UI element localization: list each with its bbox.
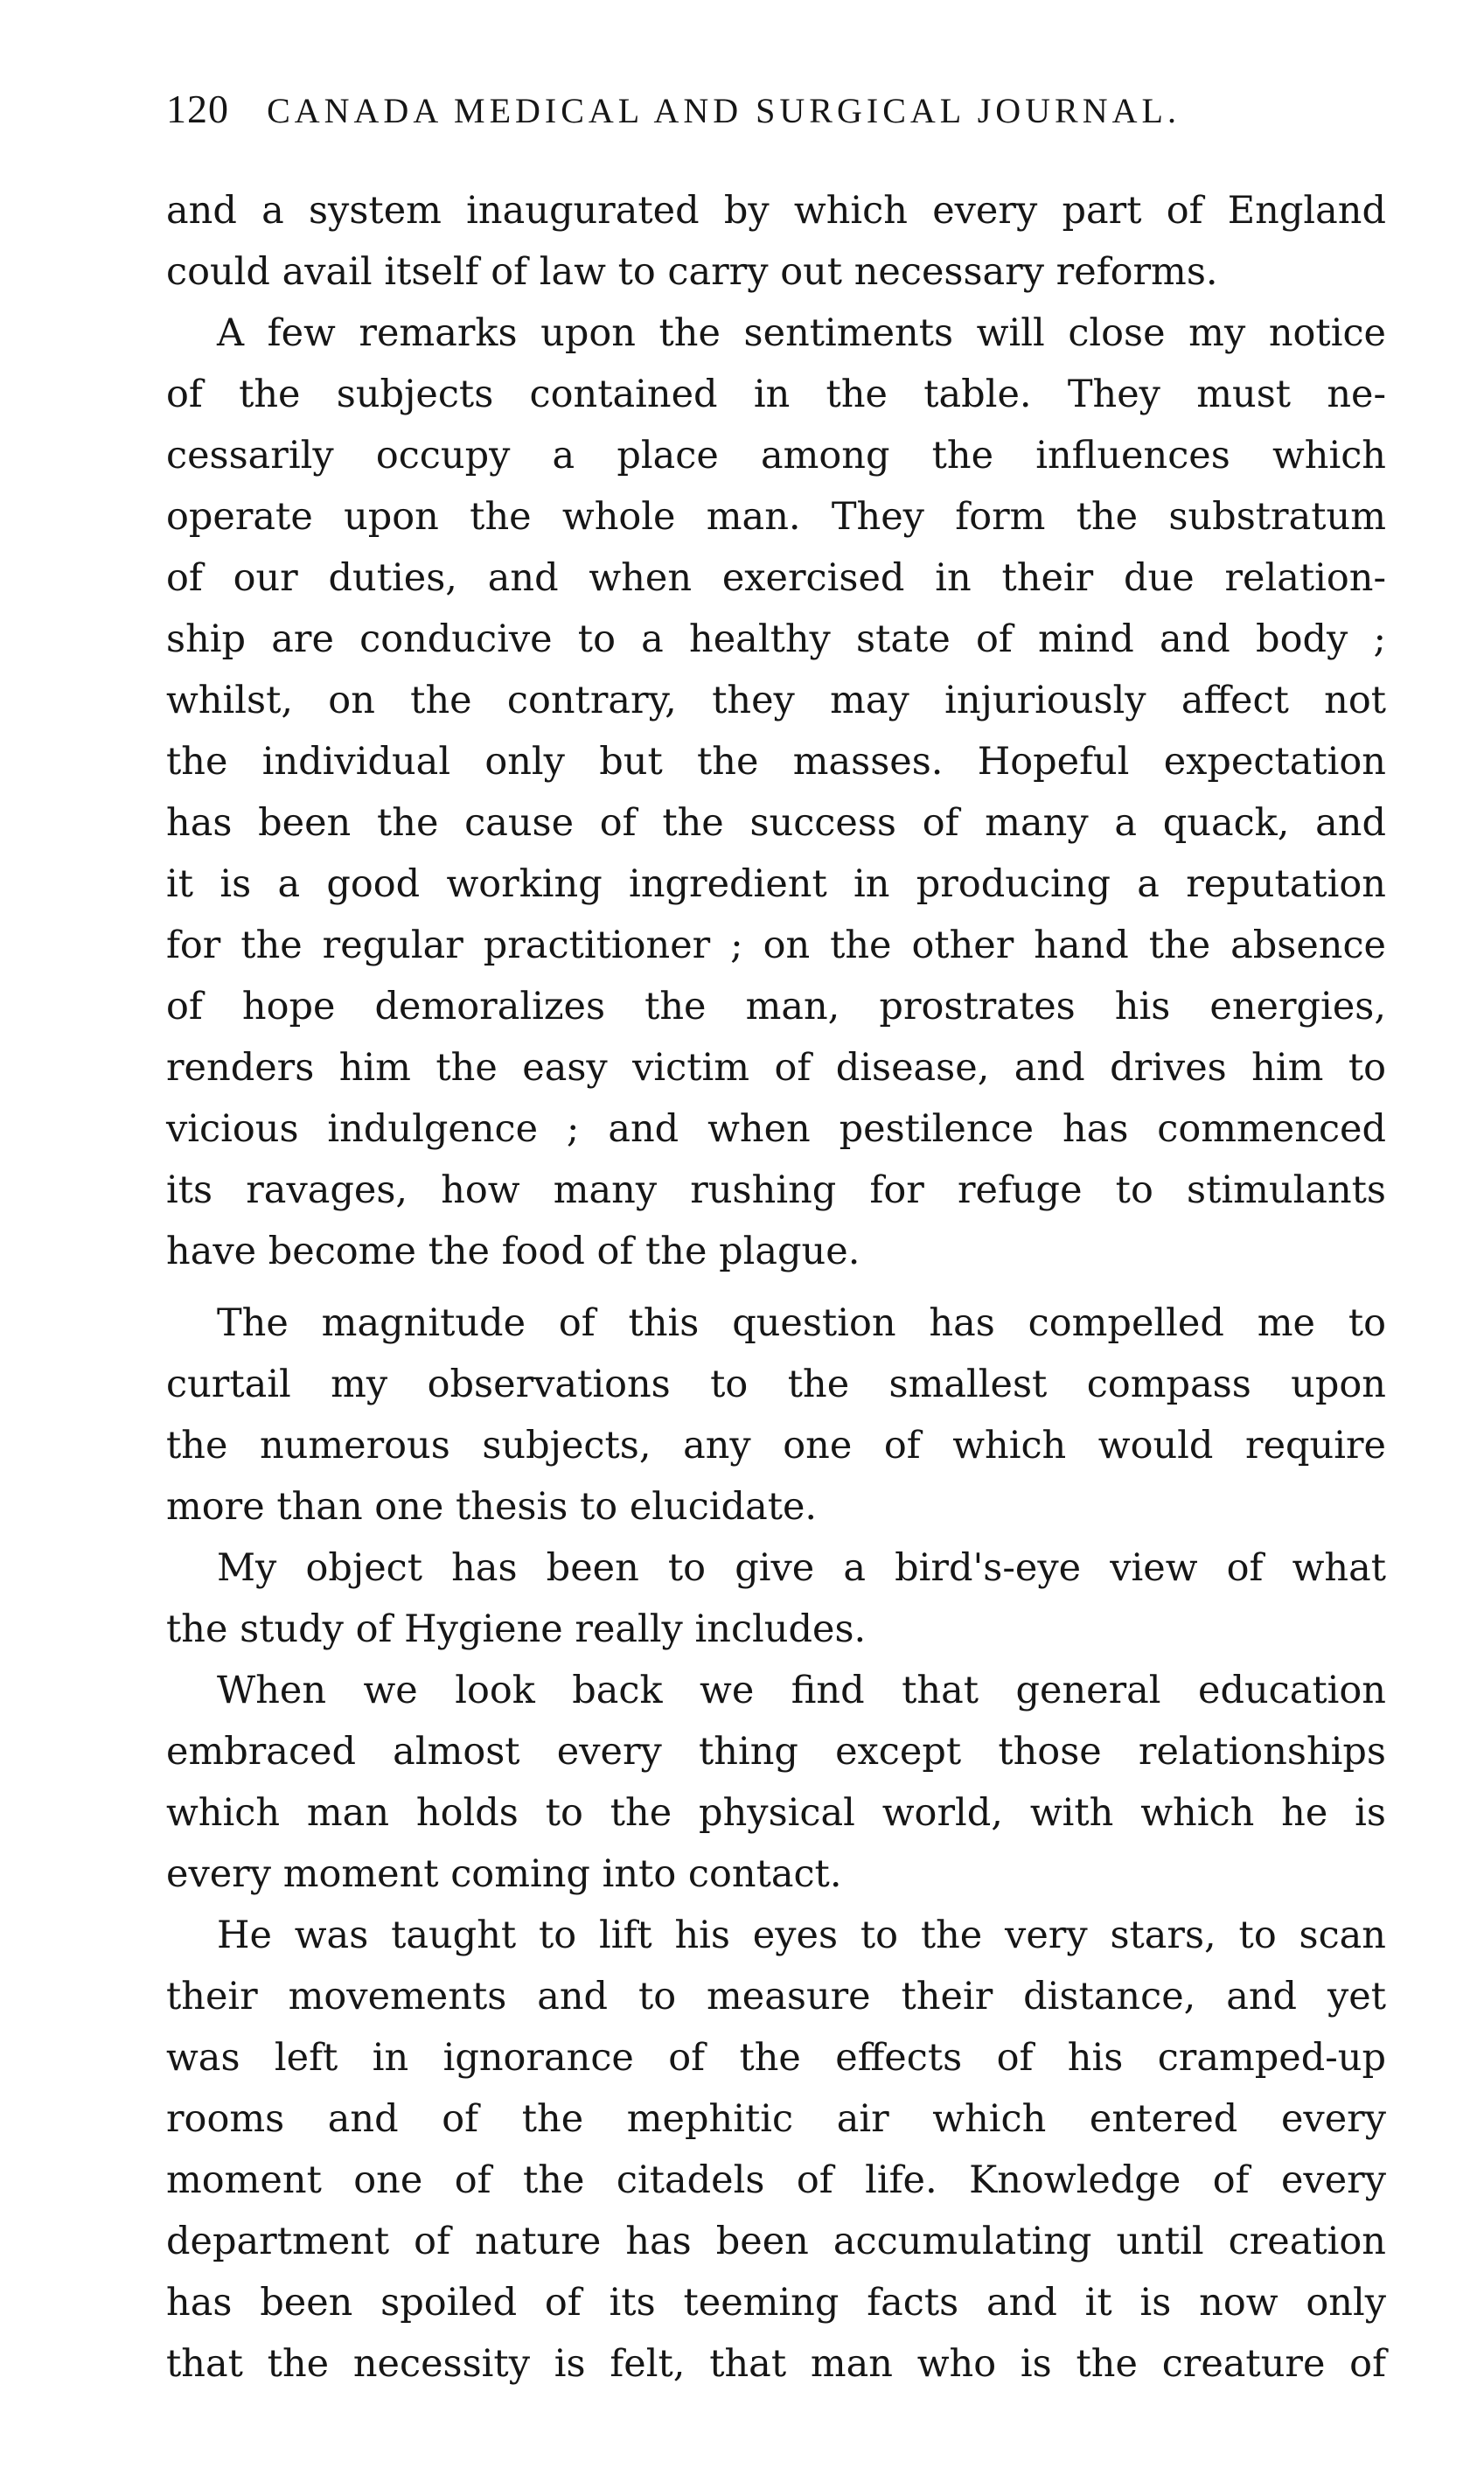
text-line: their movements and to measure their distance, and yet: [166, 1975, 1386, 2018]
text-line: more than one thesis to elucidate.: [166, 1485, 818, 1529]
page-number: 120: [166, 87, 229, 131]
text-line: has been spoiled of its teeming facts and it is now only: [166, 2281, 1386, 2325]
text-line: embraced almost every thing except those relationships: [166, 1730, 1386, 1774]
text-line: whilst, on the contrary, they may injuriously affect not: [166, 679, 1386, 722]
text-line: for the regular practitioner ; on the other hand the absence: [166, 924, 1386, 967]
paragraph: [166, 303, 1386, 1282]
text-line: cessarily occupy a place among the influences which: [166, 434, 1386, 478]
text-line: the study of Hygiene really includes.: [166, 1607, 867, 1651]
text-line: My object has been to give a bird's-eye view of what: [217, 1546, 1386, 1590]
text-line: operate upon the whole man. They form the substratum: [166, 495, 1386, 539]
journal-title: CANADA MEDICAL AND SURGICAL JOURNAL.: [267, 91, 1181, 130]
text-line: it is a good working ingredient in producing a reputation: [166, 862, 1386, 906]
text-line: every moment coming into contact.: [166, 1852, 842, 1896]
text-line: the numerous subjects, any one of which would require: [166, 1424, 1386, 1468]
text-line: its ravages, how many rushing for refuge to stimulants: [166, 1168, 1386, 1212]
text-line: The magnitude of this question has compelled me to: [217, 1301, 1386, 1345]
text-line: and a system inaugurated by which every part of England: [166, 189, 1386, 233]
paragraph-gap: [166, 1282, 1386, 1293]
text-line: which man holds to the physical world, with which he is: [166, 1791, 1386, 1835]
text-line: He was taught to lift his eyes to the very stars, to scan: [217, 1914, 1386, 1957]
text-line: When we look back we find that general education: [217, 1669, 1386, 1712]
text-line: department of nature has been accumulating until creation: [166, 2220, 1386, 2263]
text-line: could avail itself of law to carry out necessary reforms.: [166, 250, 1218, 294]
text-line: was left in ignorance of the effects of his cramped-up: [166, 2036, 1386, 2080]
text-line: A few remarks upon the sentiments will close my notice: [217, 311, 1386, 355]
text-line: ship are conducive to a healthy state of mind and body ;: [166, 617, 1386, 661]
body-text: [166, 180, 1386, 2395]
paragraph: [166, 1905, 1386, 2395]
text-line: rooms and of the mephitic air which entered every: [166, 2097, 1386, 2141]
paragraph: [166, 1537, 1386, 1660]
text-line: moment one of the citadels of life. Knowledge of every: [166, 2158, 1386, 2202]
text-line: have become the food of the plague.: [166, 1230, 860, 1273]
paragraph: [166, 180, 1386, 303]
text-line: of our duties, and when exercised in their due relation-: [166, 556, 1386, 600]
text-line: of the subjects contained in the table. They must ne-: [166, 373, 1386, 416]
text-line: the individual only but the masses. Hopeful expectation: [166, 740, 1386, 784]
paragraph: [166, 1293, 1386, 1537]
text-line: has been the cause of the success of many a quack, and: [166, 801, 1386, 845]
text-line: that the necessity is felt, that man who is the creature of: [166, 2342, 1386, 2386]
text-line: curtail my observations to the smallest compass upon: [166, 1363, 1386, 1406]
paragraph: [166, 1660, 1386, 1905]
text-line: of hope demoralizes the man, prostrates his energies,: [166, 985, 1386, 1028]
running-head: [166, 86, 1320, 138]
text-line: vicious indulgence ; and when pestilence has commenced: [166, 1107, 1386, 1151]
text-line: renders him the easy victim of disease, and drives him to: [166, 1046, 1386, 1090]
